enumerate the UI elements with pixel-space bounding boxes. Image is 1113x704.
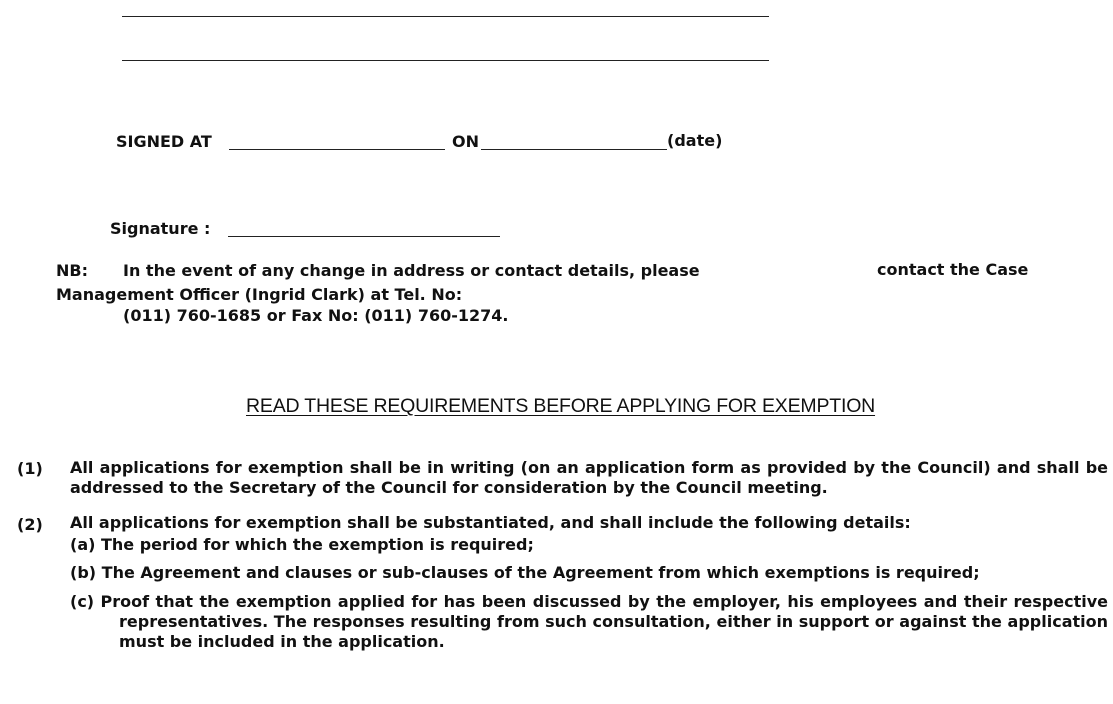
nb-line1-right: contact the Case	[877, 260, 1029, 279]
requirements-heading: READ THESE REQUIREMENTS BEFORE APPLYING FOR EXEMPTION	[246, 395, 876, 417]
signed-at-label: SIGNED AT	[116, 132, 212, 151]
blank-line-2	[122, 60, 769, 61]
nb-line1-left: In the event of any change in address or contact details, please	[123, 261, 700, 280]
blank-line-1	[122, 16, 769, 17]
item-2c-text: (c) Proof that the exemption applied for has been discussed by the employer, his employees and their respective representatives. The responses resulting from such consultation, either in support or against the application must be included in the application.	[70, 592, 1108, 651]
signed-on-date-line[interactable]	[481, 149, 667, 150]
item-2a-text: (a) The period for which the exemption is required;	[70, 535, 534, 554]
item-2-number: (2)	[17, 515, 43, 534]
item-2-text: All applications for exemption shall be substantiated, and shall include the following details:	[70, 513, 911, 532]
signed-at-place-line[interactable]	[229, 149, 445, 150]
signature-line[interactable]	[228, 236, 500, 237]
item-1-text: All applications for exemption shall be in writing (on an application form as provided by the Council) and shall be addressed to the Secretary of the Council for consideration by the Council meeting.	[70, 458, 1108, 497]
on-label: ON	[452, 132, 479, 151]
item-1-number: (1)	[17, 459, 43, 478]
signature-label: Signature :	[110, 219, 211, 238]
nb-label: NB:	[56, 261, 88, 280]
nb-line2: Management Officer (Ingrid Clark) at Tel. No:	[56, 285, 463, 304]
nb-contact-numbers: (011) 760-1685 or Fax No: (011) 760-1274.	[123, 306, 509, 325]
date-label: (date)	[667, 131, 723, 150]
item-2b-text: (b) The Agreement and clauses or sub-clauses of the Agreement from which exemptions is required;	[70, 563, 980, 582]
